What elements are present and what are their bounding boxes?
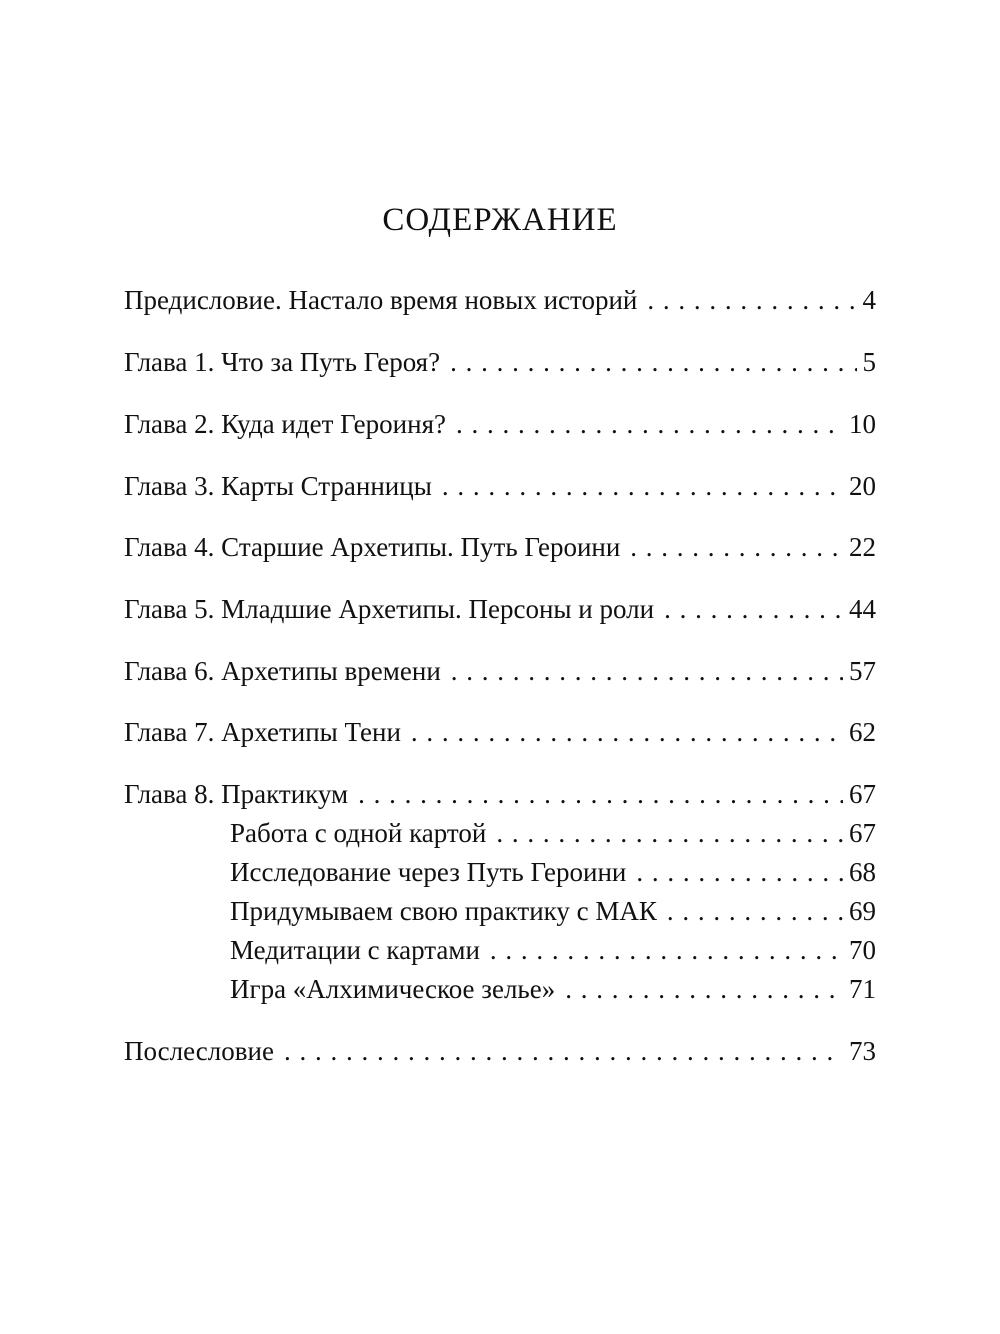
toc-entry-afterword[interactable] <box>124 1034 876 1068</box>
toc-entry-chapter-6[interactable] <box>124 654 876 688</box>
toc-subentry-own-practice[interactable] <box>230 894 876 928</box>
dot-leader <box>565 972 843 1006</box>
toc-entry-chapter-4[interactable] <box>124 530 876 564</box>
toc-page-number: 62 <box>849 717 876 747</box>
dot-leader <box>284 1034 843 1068</box>
toc-entry-chapter-7[interactable] <box>124 715 876 749</box>
toc-entry-label: Глава 1. Что за Путь Героя? <box>124 347 441 377</box>
toc-entry-chapter-2[interactable] <box>124 407 876 441</box>
toc-subentry-one-card[interactable] <box>230 816 876 850</box>
dot-leader <box>490 933 843 967</box>
toc-page-number: 73 <box>849 1036 876 1066</box>
dot-leader <box>636 855 843 889</box>
toc-page-number: 67 <box>849 818 876 848</box>
toc-entry-label: Послесловие <box>124 1036 274 1066</box>
toc-page-number: 67 <box>849 779 876 809</box>
toc-entry-chapter-5[interactable] <box>124 592 876 626</box>
toc-entry-label: Предисловие. Настало время новых историй <box>124 285 638 315</box>
toc-subentry-heroine-path-research[interactable] <box>230 855 876 889</box>
dot-leader <box>667 894 843 928</box>
toc-page-number: 70 <box>849 935 876 965</box>
toc-subentry-meditations[interactable] <box>230 933 876 967</box>
toc-entry-label: Глава 2. Куда идет Героиня? <box>124 409 446 439</box>
toc-page-number: 68 <box>849 857 876 887</box>
toc-page-number: 10 <box>849 409 876 439</box>
toc-entry-label: Глава 5. Младшие Архетипы. Персоны и роли <box>124 594 655 624</box>
toc-entry-label: Глава 6. Архетипы времени <box>124 656 441 686</box>
dot-leader <box>450 345 856 379</box>
toc-entry-label: Работа с одной картой <box>230 818 487 848</box>
toc-entry-preface[interactable] <box>124 283 876 317</box>
toc-page-number: 20 <box>849 471 876 501</box>
dot-leader <box>411 715 843 749</box>
toc-entry-label: Медитации с картами <box>230 935 480 965</box>
dot-leader <box>496 816 843 850</box>
toc-entry-label: Глава 4. Старшие Архетипы. Путь Героини <box>124 532 621 562</box>
toc-entry-label: Глава 8. Практикум <box>124 779 349 809</box>
dot-leader <box>358 777 843 811</box>
toc-entry-label: Придумываем свою практику с МАК <box>230 896 657 926</box>
dot-leader <box>451 654 843 688</box>
dot-leader <box>664 592 843 626</box>
toc-entry-chapter-8[interactable] <box>124 777 876 811</box>
toc-entry-label: Глава 3. Карты Странницы <box>124 471 432 501</box>
toc-page-number: 22 <box>849 532 876 562</box>
toc-entry-label: Глава 7. Архетипы Тени <box>124 717 401 747</box>
toc-entry-chapter-3[interactable] <box>124 469 876 503</box>
toc-entry-chapter-1[interactable] <box>124 345 876 379</box>
toc-page-number: 71 <box>849 974 876 1004</box>
toc-title: СОДЕРЖАНИЕ <box>382 202 618 238</box>
dot-leader <box>647 283 856 317</box>
toc-subentry-alchemy-game[interactable] <box>230 972 876 1006</box>
toc-page-number: 69 <box>849 896 876 926</box>
toc-entry-label: Игра «Алхимическое зелье» <box>230 974 556 1004</box>
toc-page-number: 44 <box>849 594 876 624</box>
toc-page-number: 5 <box>862 347 876 377</box>
dot-leader <box>456 407 843 441</box>
toc-entry-label: Исследование через Путь Героини <box>230 857 627 887</box>
toc-page-number: 57 <box>849 656 876 686</box>
dot-leader <box>630 530 843 564</box>
dot-leader <box>442 469 843 503</box>
toc-page-number: 4 <box>862 285 876 315</box>
